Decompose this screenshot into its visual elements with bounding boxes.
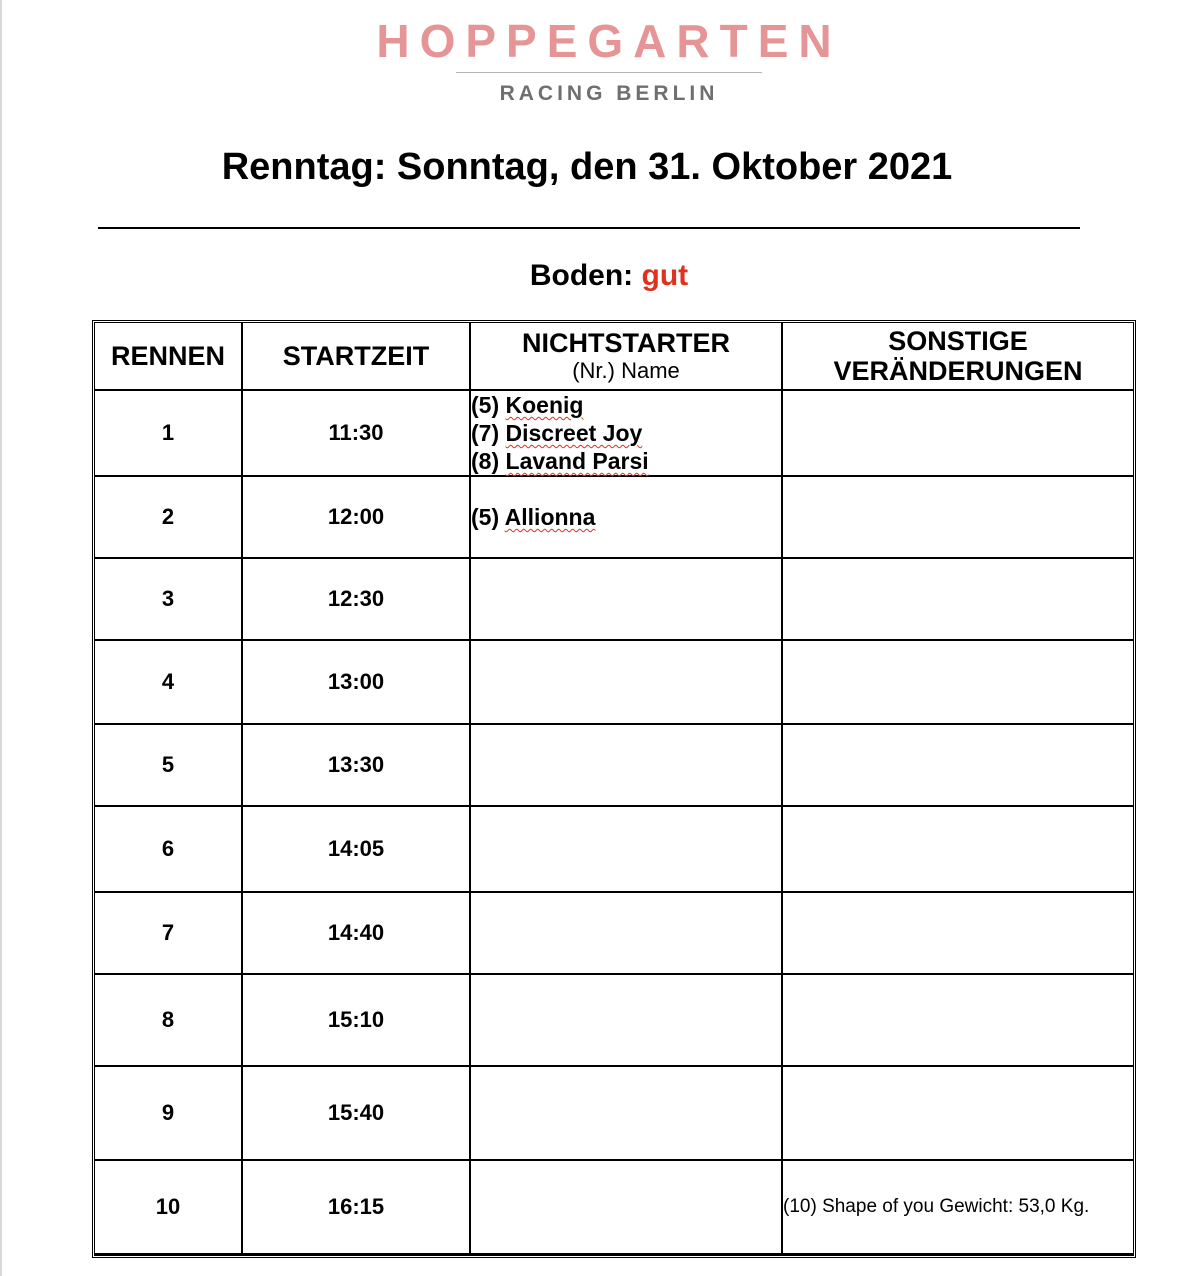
other-changes-cell bbox=[783, 391, 1133, 477]
start-time: 11:30 bbox=[243, 391, 471, 477]
table-row bbox=[95, 559, 1133, 641]
start-time: 13:00 bbox=[243, 641, 471, 725]
non-starter-name: Koenig bbox=[505, 392, 584, 418]
table-header-row bbox=[95, 323, 1133, 391]
ground-value: gut bbox=[641, 259, 689, 292]
table-row bbox=[95, 1067, 1133, 1161]
header-nichtstarter bbox=[471, 323, 783, 391]
race-number: 8 bbox=[95, 975, 243, 1067]
logo-divider bbox=[456, 72, 762, 73]
non-starters-cell bbox=[471, 975, 783, 1067]
other-changes-cell bbox=[783, 641, 1133, 725]
race-number: 2 bbox=[95, 477, 243, 559]
start-time: 15:40 bbox=[243, 1067, 471, 1161]
other-changes-cell bbox=[783, 807, 1133, 893]
non-starter-name: Allionna bbox=[504, 504, 596, 530]
start-time: 12:30 bbox=[243, 559, 471, 641]
header-startzeit: STARTZEIT bbox=[243, 323, 471, 391]
race-number: 10 bbox=[95, 1161, 243, 1255]
start-time: 15:10 bbox=[243, 975, 471, 1067]
header-sonstige-line2: VERÄNDERUNGEN bbox=[833, 356, 1083, 386]
race-number: 9 bbox=[95, 1067, 243, 1161]
other-changes-cell bbox=[783, 1161, 1133, 1255]
page-title: Renntag: Sonntag, den 31. Oktober 2021 bbox=[221, 146, 953, 188]
table-row bbox=[95, 975, 1133, 1067]
non-starter-number: (8) bbox=[471, 448, 500, 474]
race-rows bbox=[95, 391, 1133, 1255]
other-changes-cell bbox=[783, 975, 1133, 1067]
table-row bbox=[95, 725, 1133, 807]
race-number: 5 bbox=[95, 725, 243, 807]
logo-sub-text: RACING BERLIN bbox=[499, 82, 719, 105]
non-starters-cell bbox=[471, 807, 783, 893]
non-starters-cell bbox=[471, 559, 783, 641]
race-number: 3 bbox=[95, 559, 243, 641]
ground-condition bbox=[0, 256, 1186, 296]
header-sonstige bbox=[783, 323, 1133, 391]
start-time: 16:15 bbox=[243, 1161, 471, 1255]
start-time: 14:40 bbox=[243, 893, 471, 975]
start-time: 12:00 bbox=[243, 477, 471, 559]
table-row bbox=[95, 1161, 1133, 1255]
race-table bbox=[92, 320, 1136, 1258]
non-starters-cell bbox=[471, 725, 783, 807]
non-starter-entry bbox=[471, 419, 781, 447]
hoppegarten-logo bbox=[0, 14, 1186, 107]
header-nichtstarter-title: NICHTSTARTER bbox=[522, 328, 730, 358]
non-starters-cell bbox=[471, 641, 783, 725]
table-row bbox=[95, 807, 1133, 893]
table-row bbox=[95, 893, 1133, 975]
page-edge bbox=[0, 0, 2, 1276]
table-row bbox=[95, 477, 1133, 559]
non-starter-entry bbox=[471, 391, 781, 419]
non-starters-cell bbox=[471, 1161, 783, 1255]
other-changes-cell bbox=[783, 559, 1133, 641]
non-starter-entry bbox=[471, 447, 781, 475]
table-row bbox=[95, 641, 1133, 725]
non-starters-cell bbox=[471, 893, 783, 975]
non-starters-cell bbox=[471, 391, 783, 477]
other-changes-cell bbox=[783, 477, 1133, 559]
start-time: 13:30 bbox=[243, 725, 471, 807]
header-nichtstarter-sub: (Nr.) Name bbox=[572, 358, 680, 383]
non-starter-name: Lavand Parsi bbox=[505, 448, 649, 474]
header-sonstige-line1: SONSTIGE bbox=[888, 326, 1028, 356]
other-changes-cell bbox=[783, 1067, 1133, 1161]
non-starters-cell bbox=[471, 477, 783, 559]
table-row bbox=[95, 391, 1133, 477]
start-time: 14:05 bbox=[243, 807, 471, 893]
non-starters-cell bbox=[471, 1067, 783, 1161]
title-divider bbox=[98, 227, 1080, 229]
race-number: 4 bbox=[95, 641, 243, 725]
race-number: 1 bbox=[95, 391, 243, 477]
non-starter-name: Discreet Joy bbox=[505, 420, 643, 446]
other-changes-cell bbox=[783, 725, 1133, 807]
logo-main-text: HOPPEGARTEN bbox=[376, 15, 842, 67]
non-starter-number: (5) bbox=[471, 392, 500, 418]
non-starter-number: (5) bbox=[471, 504, 500, 530]
race-number: 7 bbox=[95, 893, 243, 975]
race-number: 6 bbox=[95, 807, 243, 893]
non-starter-entry bbox=[471, 503, 781, 531]
other-changes-cell bbox=[783, 893, 1133, 975]
header-rennen: RENNEN bbox=[95, 323, 243, 391]
other-change-text: (10) Shape of you Gewicht: 53,0 Kg. bbox=[783, 1196, 1090, 1217]
non-starter-number: (7) bbox=[471, 420, 500, 446]
ground-label: Boden: bbox=[529, 259, 634, 292]
